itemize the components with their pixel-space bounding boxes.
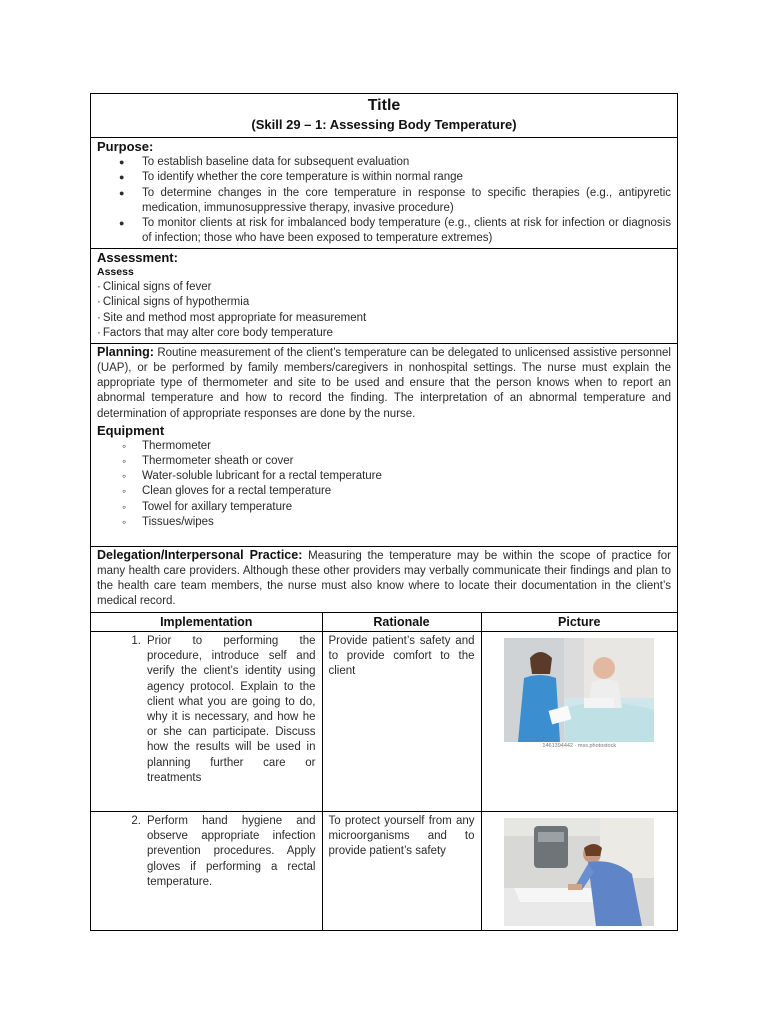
implementation-section — [91, 613, 677, 930]
assessment-item: · Factors that may alter core body temperature — [97, 326, 671, 341]
column-header-implementation: Implementation — [91, 613, 322, 632]
planning-paragraph — [97, 344, 671, 422]
implementation-cell — [91, 632, 322, 812]
hand-hygiene-image — [504, 818, 654, 926]
purpose-section — [91, 138, 677, 249]
delegation-text: Measuring the temperature may be within the scope of practice for many health care providers. Although these other providers may verbally communicate their findings and plan to the health care team members, the nurse must also know where to locate their documentation in the client’s medical record. — [97, 549, 671, 608]
table-header-row — [91, 613, 677, 632]
assessment-heading: Assessment: — [97, 250, 178, 266]
picture-cell — [481, 812, 677, 930]
column-header-picture: Picture — [481, 613, 677, 632]
title-block — [91, 94, 677, 138]
table-row — [91, 812, 677, 930]
purpose-heading: Purpose: — [97, 139, 154, 154]
step-text: Perform hand hygiene and observe appropriate infection prevention procedures. Apply gloves if performing a rectal temperature. — [147, 815, 316, 888]
equipment-item: ◦ Water-soluble lubricant for a rectal temperature — [97, 469, 671, 484]
assessment-item: · Clinical signs of hypothermia — [97, 295, 671, 310]
step-number: 2. — [131, 815, 141, 828]
table-row — [91, 632, 677, 812]
assessment-section — [91, 249, 677, 344]
assessment-item: · Site and method most appropriate for measurement — [97, 311, 671, 326]
equipment-item: ◦ Towel for axillary temperature — [97, 500, 671, 515]
image-caption: 1461394442 · mss.photostock — [542, 743, 617, 750]
equipment-item: ◦ Tissues/wipes — [97, 515, 671, 530]
purpose-item: ● To determine changes in the core temperature in response to specific therapies (e.g., antipyretic medication, immunosuppressive therapy, invasive procedure) — [97, 186, 671, 216]
delegation-paragraph — [97, 547, 671, 610]
assessment-list — [97, 280, 671, 341]
nurse-with-patient-image — [504, 638, 654, 742]
delegation-heading: Delegation/Interpersonal Practice: — [97, 547, 303, 562]
page-title: Title — [367, 97, 401, 114]
skill-document — [90, 93, 678, 931]
assessment-item: · Clinical signs of fever — [97, 280, 671, 295]
equipment-heading: Equipment — [97, 422, 165, 438]
implementation-table — [91, 613, 677, 930]
equipment-item: ◦ Thermometer — [97, 439, 671, 454]
step-number: 1. — [131, 635, 141, 648]
purpose-list — [97, 155, 671, 246]
purpose-item: ● To monitor clients at risk for imbalanced body temperature (e.g., clients at risk for infection or diagnosis of infection; those who have been exposed to temperature extremes) — [97, 216, 671, 246]
rationale-cell: To protect yourself from any microorganisms and to provide patient’s safety — [322, 812, 481, 930]
purpose-item: ● To identify whether the core temperature is within normal range — [97, 170, 671, 185]
planning-section — [91, 344, 677, 547]
step-text: Prior to performing the procedure, introduce self and verify the client’s identity using agency protocol. Explain to the client what you are going to do, why it is necessary, and how he or she can participate. Discuss how the results will be used in planning further care or treatments — [147, 635, 316, 784]
planning-heading: Planning: — [97, 344, 154, 359]
picture-cell — [481, 632, 677, 812]
planning-text: Routine measurement of the client’s temperature can be delegated to unlicensed assistive personnel (UAP), or be performed by family members/caregivers in nonhospital settings. The nurse must explain the appropriate type of thermometer and site to be used and ensure that the person knows when to report an abnormal temperature and how to record the finding. The interpretation of an abnormal temperature and determination of appropriate responses are done by the nurse. — [97, 346, 671, 420]
delegation-section — [91, 547, 677, 613]
purpose-item: ● To establish baseline data for subsequent evaluation — [97, 155, 671, 170]
implementation-cell — [91, 812, 322, 930]
equipment-item: ◦ Thermometer sheath or cover — [97, 454, 671, 469]
rationale-cell: Provide patient’s safety and to provide comfort to the client — [322, 632, 481, 812]
column-header-rationale: Rationale — [322, 613, 481, 632]
equipment-list — [97, 439, 671, 530]
equipment-item: ◦ Clean gloves for a rectal temperature — [97, 484, 671, 499]
skill-subtitle: (Skill 29 – 1: Assessing Body Temperature) — [251, 117, 517, 132]
assess-subheading: Assess — [97, 266, 134, 279]
